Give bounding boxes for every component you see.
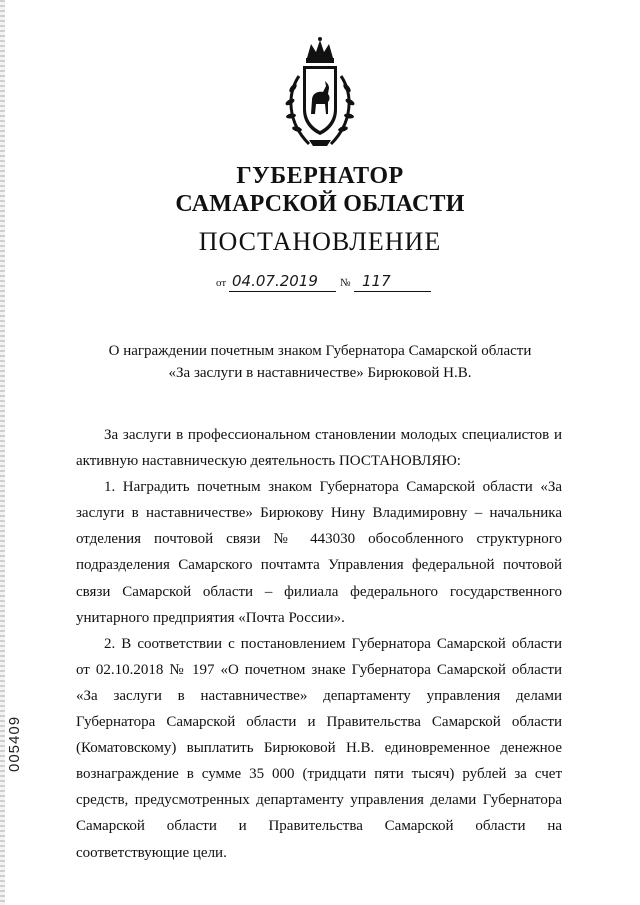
- issuer-title: ГУБЕРНАТОР: [236, 163, 404, 189]
- scan-edge: [0, 0, 5, 905]
- document-subject: [70, 340, 570, 384]
- document-type: ПОСТАНОВЛЕНИЕ: [198, 227, 442, 256]
- body-paragraph-2: 2. В соответствии с постановлением Губернатора Самарской области от 02.10.2018 № 197 «О почетном знаке Губернатора Самарской области «За заслуги в наставничестве» департаменту управления делами Губернатора Самарской области и Правительства Самарской области (Коматовскому) выплатить Бирюковой Н.В. единовременное денежное вознаграждение в сумме 35 000 (тридцати пяти тысяч) рублей за счет средств, предусмотренных департаменту управления делами Губернатора Самарской области и Правительства Самарской области на соответствующие цели.: [76, 635, 562, 861]
- number-value: 117: [362, 272, 391, 290]
- date-underline: [229, 291, 336, 292]
- date-number-line: [216, 272, 431, 292]
- document-body: [76, 422, 562, 866]
- body-paragraph-1: 1. Наградить почетным знаком Губернатора Самарской области «За заслуги в наставничестве» Бирюкову Нину Владимировну – начальника отделения почтовой связи № 443030 обособленного структурного подразделения Самарского почтамта Управления федеральной почтовой связи Самарской области – филиала федерального государственного унитарного предприятия «Почта России».: [76, 479, 562, 626]
- date-label: от: [216, 277, 227, 289]
- subject-line-2: «За заслуги в наставничестве» Бирюковой Н.В.: [168, 365, 472, 381]
- number-underline: [354, 291, 431, 292]
- number-label: №: [340, 277, 351, 289]
- margin-stamp: 005409: [6, 715, 23, 772]
- body-preamble: За заслуги в профессиональном становлении молодых специалистов и активную наставническую деятельность ПОСТАНОВЛЯЮ:: [76, 427, 562, 470]
- subject-line-1: О награждении почетным знаком Губернатора Самарской области: [108, 343, 532, 359]
- issuer-region: САМАРСКОЙ ОБЛАСТИ: [175, 191, 465, 217]
- coat-of-arms-icon: [281, 36, 359, 154]
- date-value: 04.07.2019: [232, 272, 318, 290]
